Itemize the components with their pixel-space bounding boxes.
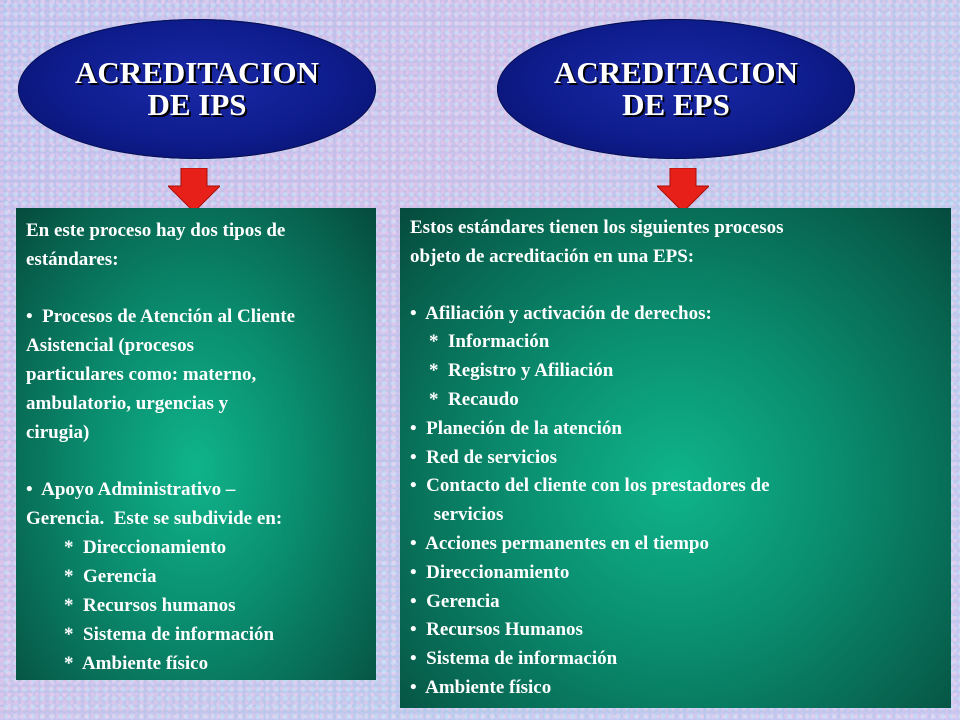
eps-item: • Red de servicios [410, 446, 558, 468]
ips-bullet-line: Gerencia. Este se subdivide en: [26, 508, 283, 529]
ips-bullet-line: ambulatorio, urgencias y [26, 393, 229, 414]
ips-title-line1: ACREDITACION [74, 55, 319, 90]
eps-intro-line: Estos estándares tienen los siguientes procesos [410, 217, 784, 238]
down-arrow-icon [168, 168, 220, 212]
ips-bullet-line: Asistencial (procesos [26, 335, 194, 356]
eps-intro-line: objeto de acreditación en una EPS: [410, 245, 695, 267]
eps-item: • Sistema de información [410, 648, 618, 670]
eps-item: * Registro y Afiliación [410, 360, 614, 382]
eps-item: • Gerencia [410, 590, 500, 612]
ips-subitem: * Direccionamiento [26, 537, 227, 558]
eps-item: • Ambiente físico [410, 676, 552, 698]
ips-bullet-line: • Apoyo Administrativo – [26, 479, 236, 500]
ips-bullet-line: particulares como: materno, [26, 364, 257, 385]
eps-item: • Planeción de la atención [410, 417, 622, 439]
ips-bullet-line: • Procesos de Atención al Cliente [26, 306, 296, 327]
down-arrow-icon [657, 168, 709, 212]
ips-title-ellipse [18, 19, 376, 159]
eps-title-line1: ACREDITACION [553, 55, 798, 90]
eps-item: • Afiliación y activación de derechos: [410, 302, 712, 324]
ips-intro-line: En este proceso hay dos tipos de [26, 220, 286, 241]
eps-item: * Recaudo [410, 388, 519, 410]
eps-title-ellipse [497, 19, 855, 159]
ips-subitem: * Gerencia [26, 566, 157, 587]
eps-title-line2: DE EPS [622, 87, 730, 122]
ips-bullet-line: cirugia) [26, 422, 90, 443]
ips-subitem: * Recursos humanos [26, 595, 236, 616]
ips-subitem: * Sistema de información [26, 624, 275, 645]
eps-item: servicios [410, 504, 504, 526]
ips-title-line2: DE IPS [147, 87, 247, 122]
eps-description-panel [400, 208, 951, 708]
ips-intro-line: estándares: [26, 249, 119, 270]
ips-subitem: * Ambiente físico [26, 653, 209, 674]
eps-item: • Recursos Humanos [410, 619, 583, 641]
eps-item: * Información [410, 331, 550, 353]
eps-item: • Acciones permanentes en el tiempo [410, 532, 709, 554]
eps-item: • Contacto del cliente con los prestadores de [410, 475, 770, 497]
eps-item: • Direccionamiento [410, 561, 570, 583]
ips-description-panel [16, 208, 376, 680]
